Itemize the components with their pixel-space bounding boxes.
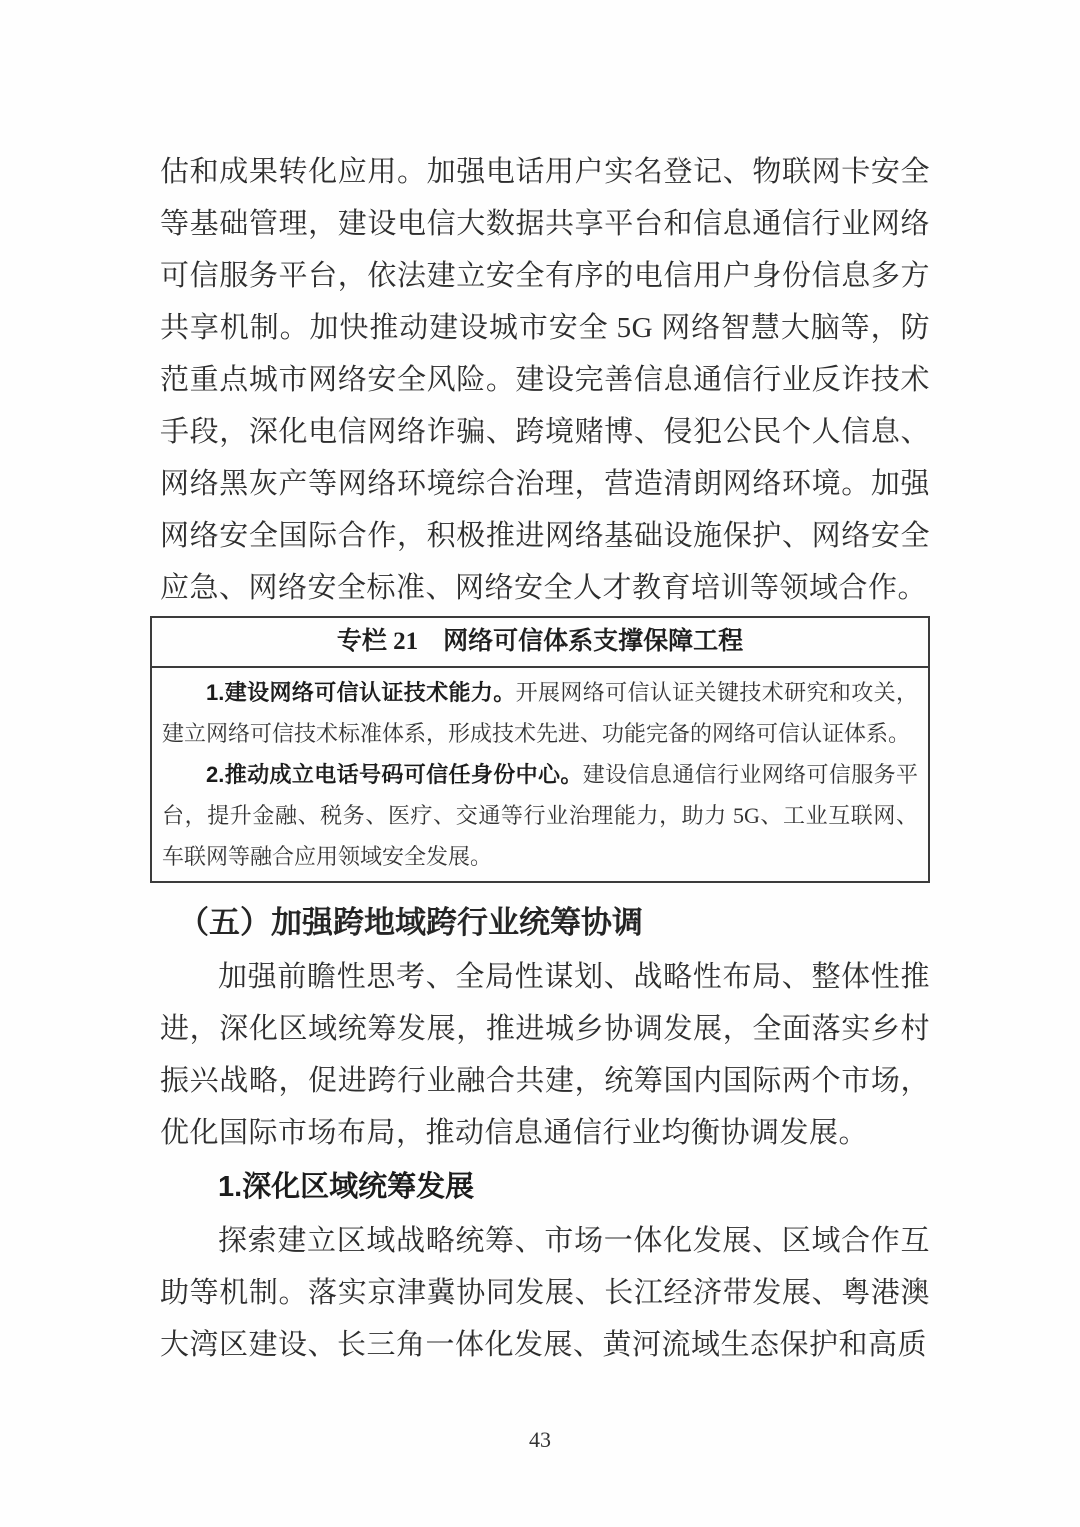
body-paragraph-3: 探索建立区域战略统筹、市场一体化发展、区域合作互助等机制。落实京津冀协同发展、长江经济带发展、粤港澳大湾区建设、长三角一体化发展、黄河流域生态保护和高质 xyxy=(160,1225,930,1361)
body-paragraph-1: 估和成果转化应用。加强电话用户实名登记、物联网卡安全等基础管理，建设电信大数据共享平台和信息通信行业网络可信服务平台，依法建立安全有序的电信用户身份信息多方共享机制。加快推动建设城市安全 5G 网络智慧大脑等，防范重点城市网络安全风险。建设完善信息通信行业反诈技术手段，深化电信网络诈骗、跨境赌博、侵犯公民个人信息、网络黑灰产等网络环境综合治理，营造清朗网络环境。加强网络安全国际合作，积极推进网络基础设施保护、网络安全应急、网络安全标准、网络安全人才教育培训等领域合作。 xyxy=(160,156,930,604)
page-number: 43 xyxy=(529,1427,551,1452)
callout-item-1-text: 开展网络可信认证关键技术研究和攻关，建立网络可信技术标准体系，形成技术先进、功能完备的网络可信认证体系。 xyxy=(162,680,918,746)
body-paragraph-2: 加强前瞻性思考、全局性谋划、战略性布局、整体性推进，深化区域统筹发展，推进城乡协调发展，全面落实乡村振兴战略，促进跨行业融合共建，统筹国内国际两个市场，优化国际市场布局，推动信息通信行业均衡协调发展。 xyxy=(160,961,930,1149)
section-heading-5: （五）加强跨地域跨行业统筹协调 xyxy=(178,905,643,940)
sub-heading-1: 1.深化区域统筹发展 xyxy=(218,1171,475,1203)
page-content xyxy=(160,146,930,1371)
callout-box-column-21 xyxy=(150,616,930,883)
callout-item-1 xyxy=(162,672,918,754)
callout-box-body xyxy=(152,668,928,881)
callout-box-title: 专栏 21 网络可信体系支撑保障工程 xyxy=(152,618,928,668)
callout-item-1-lead: 1.建设网络可信认证技术能力。 xyxy=(206,680,516,705)
callout-item-2-text: 建设信息通信行业网络可信服务平台，提升金融、税务、医疗、交通等行业治理能力，助力 5G、工业互联网、车联网等融合应用领域安全发展。 xyxy=(162,762,918,869)
callout-item-2 xyxy=(162,754,918,877)
callout-item-2-lead: 2.推动成立电话号码可信任身份中心。 xyxy=(206,762,583,787)
